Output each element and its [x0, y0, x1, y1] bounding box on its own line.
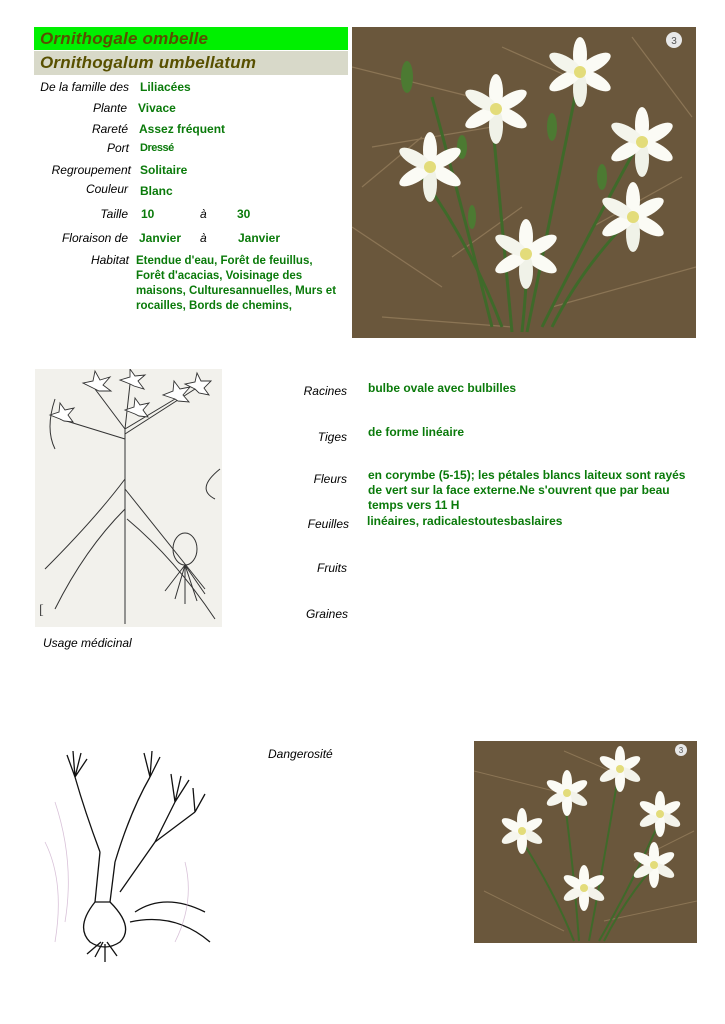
floraison-sep: à	[200, 231, 207, 245]
famille-value: Liliacées	[140, 80, 191, 94]
feuilles-label: Feuilles	[307, 517, 349, 531]
plante-value: Vivace	[138, 101, 176, 115]
racines-label: Racines	[303, 384, 347, 398]
graines-label: Graines	[305, 607, 348, 621]
line-drawing-bulb	[35, 742, 215, 967]
fleurs-label: Fleurs	[313, 472, 347, 486]
rarete-label: Rareté	[91, 122, 128, 136]
taille-label: Taille	[100, 207, 128, 221]
feuilles-value: linéaires, radicalestoutesbaslaires	[367, 514, 563, 528]
photo-badge: 3	[671, 36, 677, 47]
couleur-label: Couleur	[85, 182, 128, 196]
fleurs-value: en corymbe (5-15); les pétales blancs laiteux sont rayés de vert sur la face externe.Ne s'ouvrent que par beau temps vers 11 H	[368, 468, 686, 512]
port-label: Port	[106, 141, 129, 155]
taille-max: 30	[237, 207, 251, 221]
rarete-value: Assez fréquent	[139, 122, 226, 136]
tiges-label: Tiges	[317, 430, 347, 444]
usage-medicinal-label: Usage médicinal	[43, 636, 132, 650]
taille-sep: à	[200, 207, 207, 221]
flower-photo-secondary	[474, 741, 697, 943]
floraison-end: Janvier	[238, 231, 281, 245]
svg-text:[: [	[39, 603, 44, 618]
habitat-value: Etendue d'eau, Forêt de feuillus, Forêt d'acacias, Voisinage des maisons, Culturesannuelles, Murs et rocailles, Bords de chemins,	[136, 255, 337, 312]
habitat-label: Habitat	[90, 253, 129, 267]
common-name-title: Ornithogale ombelle	[34, 27, 348, 50]
floraison-start: Janvier	[139, 231, 182, 245]
botanical-drawing	[35, 369, 222, 627]
flower-photo-main	[352, 27, 696, 338]
tiges-value: de forme linéaire	[368, 425, 465, 439]
port-value: Dressé	[140, 142, 174, 154]
fruits-label: Fruits	[317, 561, 347, 575]
famille-label: De la famille des	[40, 80, 129, 94]
regroupement-label: Regroupement	[51, 163, 131, 177]
dangerosite-label: Dangerosité	[268, 747, 333, 761]
plante-label: Plante	[92, 101, 127, 115]
taille-min: 10	[141, 207, 155, 221]
racines-value: bulbe ovale avec bulbilles	[368, 381, 517, 395]
photo-badge-secondary: 3	[678, 746, 684, 755]
floraison-label: Floraison de	[61, 231, 128, 245]
regroupement-value: Solitaire	[140, 163, 188, 177]
latin-name-title: Ornithogalum umbellatum	[34, 51, 348, 75]
couleur-value: Blanc	[140, 184, 173, 198]
